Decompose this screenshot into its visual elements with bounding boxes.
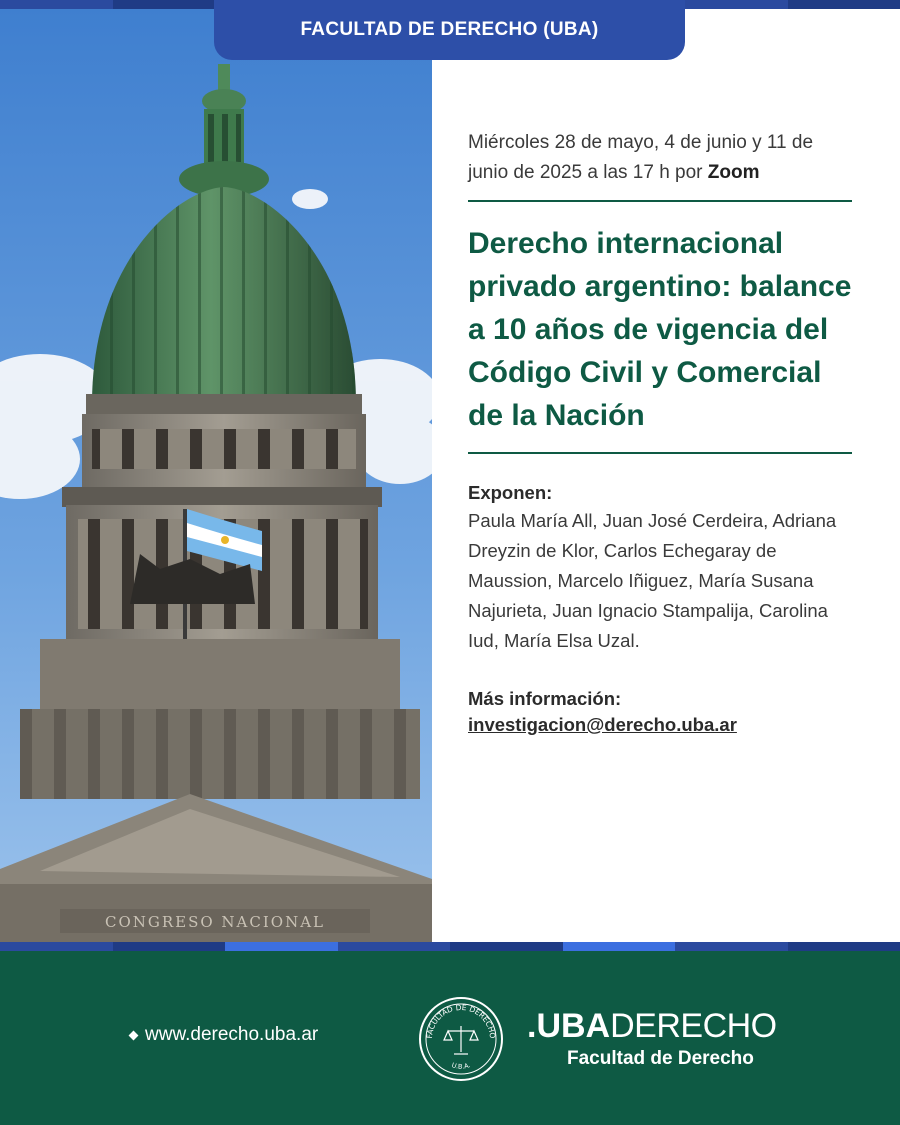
stripe-segment <box>338 942 451 951</box>
stripe-segment <box>450 942 563 951</box>
seal-text-top: FACULTAD DE DERECHO <box>424 1002 498 1039</box>
header-label: FACULTAD DE DERECHO (UBA) <box>300 19 599 40</box>
event-date <box>468 128 852 188</box>
stripe-segment <box>0 0 113 9</box>
brand-derecho: DERECHO <box>610 1007 777 1045</box>
header-tab <box>214 0 685 60</box>
stripe-segment <box>113 0 226 9</box>
faculty-seal-icon <box>418 996 504 1082</box>
event-info <box>468 128 852 736</box>
divider-bottom <box>468 452 852 454</box>
event-platform: Zoom <box>707 162 760 183</box>
event-title: Derecho internacional privado argentino: balance a 10 años de vigencia del Código Civil y Comercial de la Nación <box>468 227 852 432</box>
diamond-bullet-icon <box>129 1030 139 1040</box>
bottom-accent-stripe <box>0 942 900 951</box>
photo-inscription: CONGRESO NACIONAL <box>104 913 326 931</box>
seal-text-bottom: U.B.A. <box>450 1061 472 1071</box>
brand-subtitle: Facultad de Derecho <box>567 1048 754 1069</box>
stripe-segment <box>675 0 788 9</box>
congress-building-illustration <box>0 9 432 942</box>
stripe-segment <box>563 942 676 951</box>
speakers-list: Paula María All, Juan José Cerdeira, Adriana Dreyzin de Klor, Carlos Echegaray de Maussion, Marcelo Iñiguez, María Susana Najurieta, Juan Ignacio Stampalija, Carolina Iud, María Elsa Uzal. <box>468 510 837 651</box>
stripe-segment <box>788 0 900 9</box>
divider-top <box>468 200 852 202</box>
stripe-segment <box>113 942 226 951</box>
brand-uba: .UBA <box>527 1007 611 1045</box>
stripe-segment <box>0 942 113 951</box>
svg-text:U.B.A. <box>451 1061 472 1071</box>
stripe-segment <box>675 942 788 951</box>
website-text: www.derecho.uba.ar <box>145 1024 319 1045</box>
stripe-segment <box>788 942 900 951</box>
website-link[interactable] <box>130 1024 318 1046</box>
stripe-segment <box>225 942 338 951</box>
event-date-text: Miércoles 28 de mayo, 4 de junio y 11 de junio de 2025 a las 17 h por <box>468 132 814 183</box>
congress-photo <box>0 9 432 942</box>
more-info-label: Más información: <box>468 688 622 709</box>
footer <box>0 951 900 1125</box>
contact-email-link[interactable]: investigacion@derecho.uba.ar <box>468 714 737 735</box>
uba-derecho-logo <box>527 1006 777 1070</box>
speakers-label: Exponen: <box>468 482 553 503</box>
